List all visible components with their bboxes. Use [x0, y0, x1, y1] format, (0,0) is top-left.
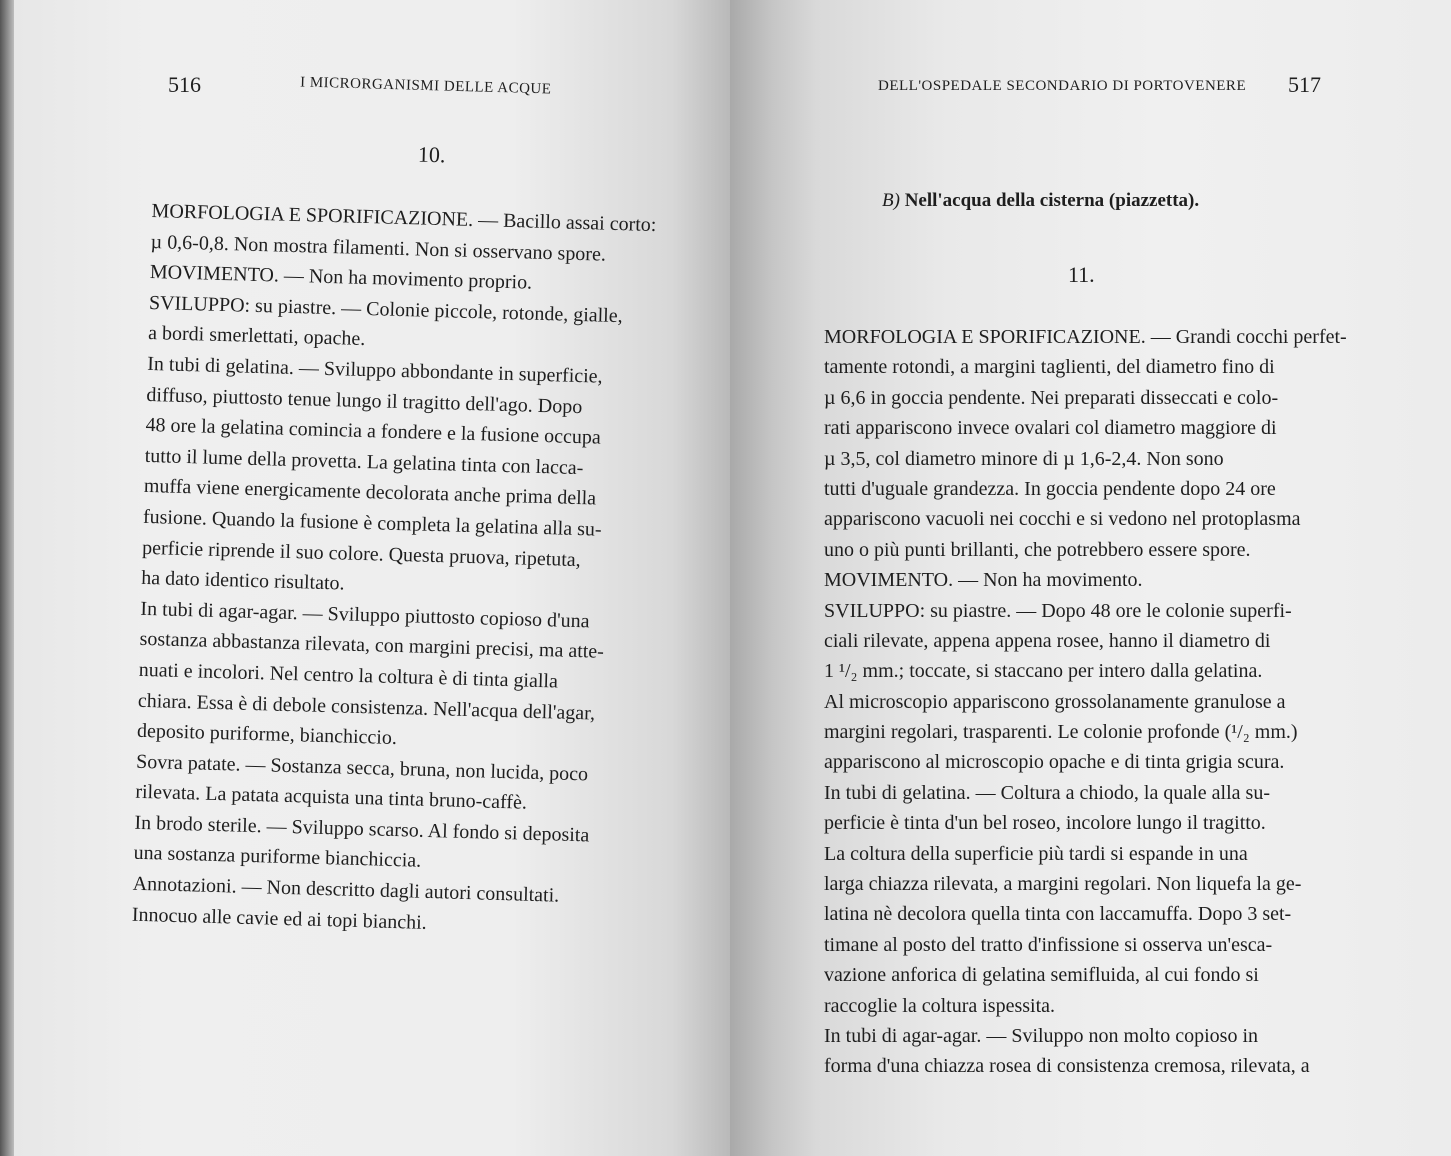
text-line: La coltura della superficie più tardi si espande in una [824, 842, 1248, 865]
right-page [730, 0, 1451, 1156]
text-line: timane al posto del tratto d'infissione si osserva un'esca- [824, 933, 1273, 956]
text-line: fusione. Quando la fusione è completa la gelatina alla su- [142, 505, 602, 541]
section-number-10: 10. [417, 141, 446, 168]
text-line: tutti d'uguale grandezza. In goccia pendente dopo 24 ore [824, 477, 1276, 500]
text-line: In tubi di gelatina. — Sviluppo abbondante in superficie, [147, 352, 603, 388]
left-running-head: I MICRORGANISMI DELLE ACQUE [299, 74, 552, 98]
text-line: perficie riprende il suo colore. Questa pruova, ripetuta, [141, 536, 582, 571]
text-line: tutto il lume della provetta. La gelatina tinta con lacca- [144, 444, 584, 479]
section-subheading [882, 190, 1199, 212]
text-line: 1 ¹/₂ mm.; toccate, si staccano per intero dalla gelatina. [824, 660, 1263, 683]
text-line: Innocuo alle cavie ed ai topi bianchi. [131, 903, 428, 934]
text-line: MOVIMENTO. — Non ha movimento. [824, 569, 1143, 592]
text-line: 48 ore la gelatina comincia a fondere e la fusione occupa [145, 414, 602, 449]
text-line: SVILUPPO: su piastre. — Dopo 48 ore le colonie superfi- [824, 599, 1292, 622]
text-line: ha dato identico risultato. [141, 566, 345, 595]
text-line: appariscono al microscopio opache e di tinta grigia scura. [824, 751, 1285, 774]
text-line: MOVIMENTO. — Non ha movimento proprio. [149, 261, 533, 294]
left-page-number: 516 [168, 72, 201, 97]
right-body-text [824, 322, 1424, 1082]
text-line: diffuso, piuttosto tenue lungo il tragitto dell'ago. Dopo [146, 383, 583, 418]
text-line: µ 3,5, col diametro minore di µ 1,6-2,4. Non sono [824, 447, 1224, 470]
text-line: rati appariscono invece ovalari col diametro maggiore di [824, 417, 1277, 440]
text-line: Annotazioni. — Non descritto dagli autori consultati. [132, 872, 560, 907]
text-line: larga chiazza rilevata, a margini regolari. Non liquefa la ge- [824, 873, 1302, 896]
text-line: margini regolari, trasparenti. Le colonie profonde (¹/₂ mm.) [824, 721, 1298, 744]
subheading-prefix: B) [882, 190, 900, 211]
text-line: sostanza abbastanza rilevata, con margini precisi, ma atte- [139, 628, 605, 664]
text-line: Al microscopio appariscono grossolanamente granulose a [824, 690, 1286, 713]
text-line: chiara. Essa è di debole consistenza. Nell'acqua dell'agar, [137, 689, 596, 725]
text-line: SVILUPPO: su piastre. — Colonie piccole, rotonde, gialle, [148, 291, 623, 327]
text-line: rilevata. La patata acquista una tinta bruno-caffè. [135, 781, 528, 814]
section-number-11: 11. [1068, 262, 1095, 287]
text-line: una sostanza puriforme bianchiccia. [133, 842, 422, 873]
subheading-text: Nell'acqua della cisterna (piazzetta). [904, 190, 1200, 211]
text-line: muffa viene energicamente decolorata anche prima della [143, 475, 597, 510]
text-line: tamente rotondi, a margini taglienti, del diametro fino di [824, 356, 1275, 379]
text-line: µ 0,6-0,8. Non mostra filamenti. Non si osservano spore. [150, 230, 607, 266]
text-line: Sovra patate. — Sostanza secca, bruna, non lucida, poco [135, 750, 589, 786]
right-page-number: 517 [1288, 72, 1321, 97]
text-line: perficie è tinta d'un bel roseo, incolore lungo il tragitto. [824, 812, 1266, 835]
text-line: vazione anforica di gelatina semifluida, al cui fondo si [824, 964, 1259, 987]
text-line: latina nè decolora quella tinta con laccamuffa. Dopo 3 set- [824, 903, 1292, 926]
left-body-text [131, 196, 711, 946]
text-line: raccoglie la coltura ispessita. [824, 994, 1056, 1017]
text-line: MORFOLOGIA E SPORIFICAZIONE. — Grandi cocchi perfet- [824, 326, 1347, 348]
text-line: a bordi smerlettati, opache. [147, 322, 366, 351]
text-line: In tubi di agar-agar. — Sviluppo piuttosto copioso d'una [140, 597, 590, 633]
right-running-head: DELL'OSPEDALE SECONDARIO DI PORTOVENERE [878, 78, 1247, 94]
text-line: µ 6,6 in goccia pendente. Nei preparati disseccati e colo- [824, 386, 1279, 409]
text-line: ciali rilevate, appena appena rosee, hanno il diametro di [824, 629, 1271, 652]
text-line: appariscono vacuoli nei cocchi e si vedono nel protoplasma [824, 508, 1301, 531]
page-edge-shadow [0, 0, 14, 1156]
text-line: uno o più punti brillanti, che potrebbero essere spore. [824, 538, 1251, 561]
text-line: forma d'una chiazza rosea di consistenza cremosa, rilevata, a [824, 1055, 1310, 1078]
text-line: In brodo sterile. — Sviluppo scarso. Al fondo si deposita [134, 811, 590, 847]
text-line: deposito puriforme, bianchiccio. [136, 719, 398, 750]
text-line: In tubi di gelatina. — Coltura a chiodo, la quale alla su- [824, 781, 1270, 804]
text-line: In tubi di agar-agar. — Sviluppo non molto copioso in [824, 1024, 1258, 1047]
text-line: nuati e incolori. Nel centro la coltura è di tinta gialla [138, 658, 559, 693]
text-line: MORFOLOGIA E SPORIFICAZIONE. — Bacillo assai corto: [151, 199, 657, 237]
